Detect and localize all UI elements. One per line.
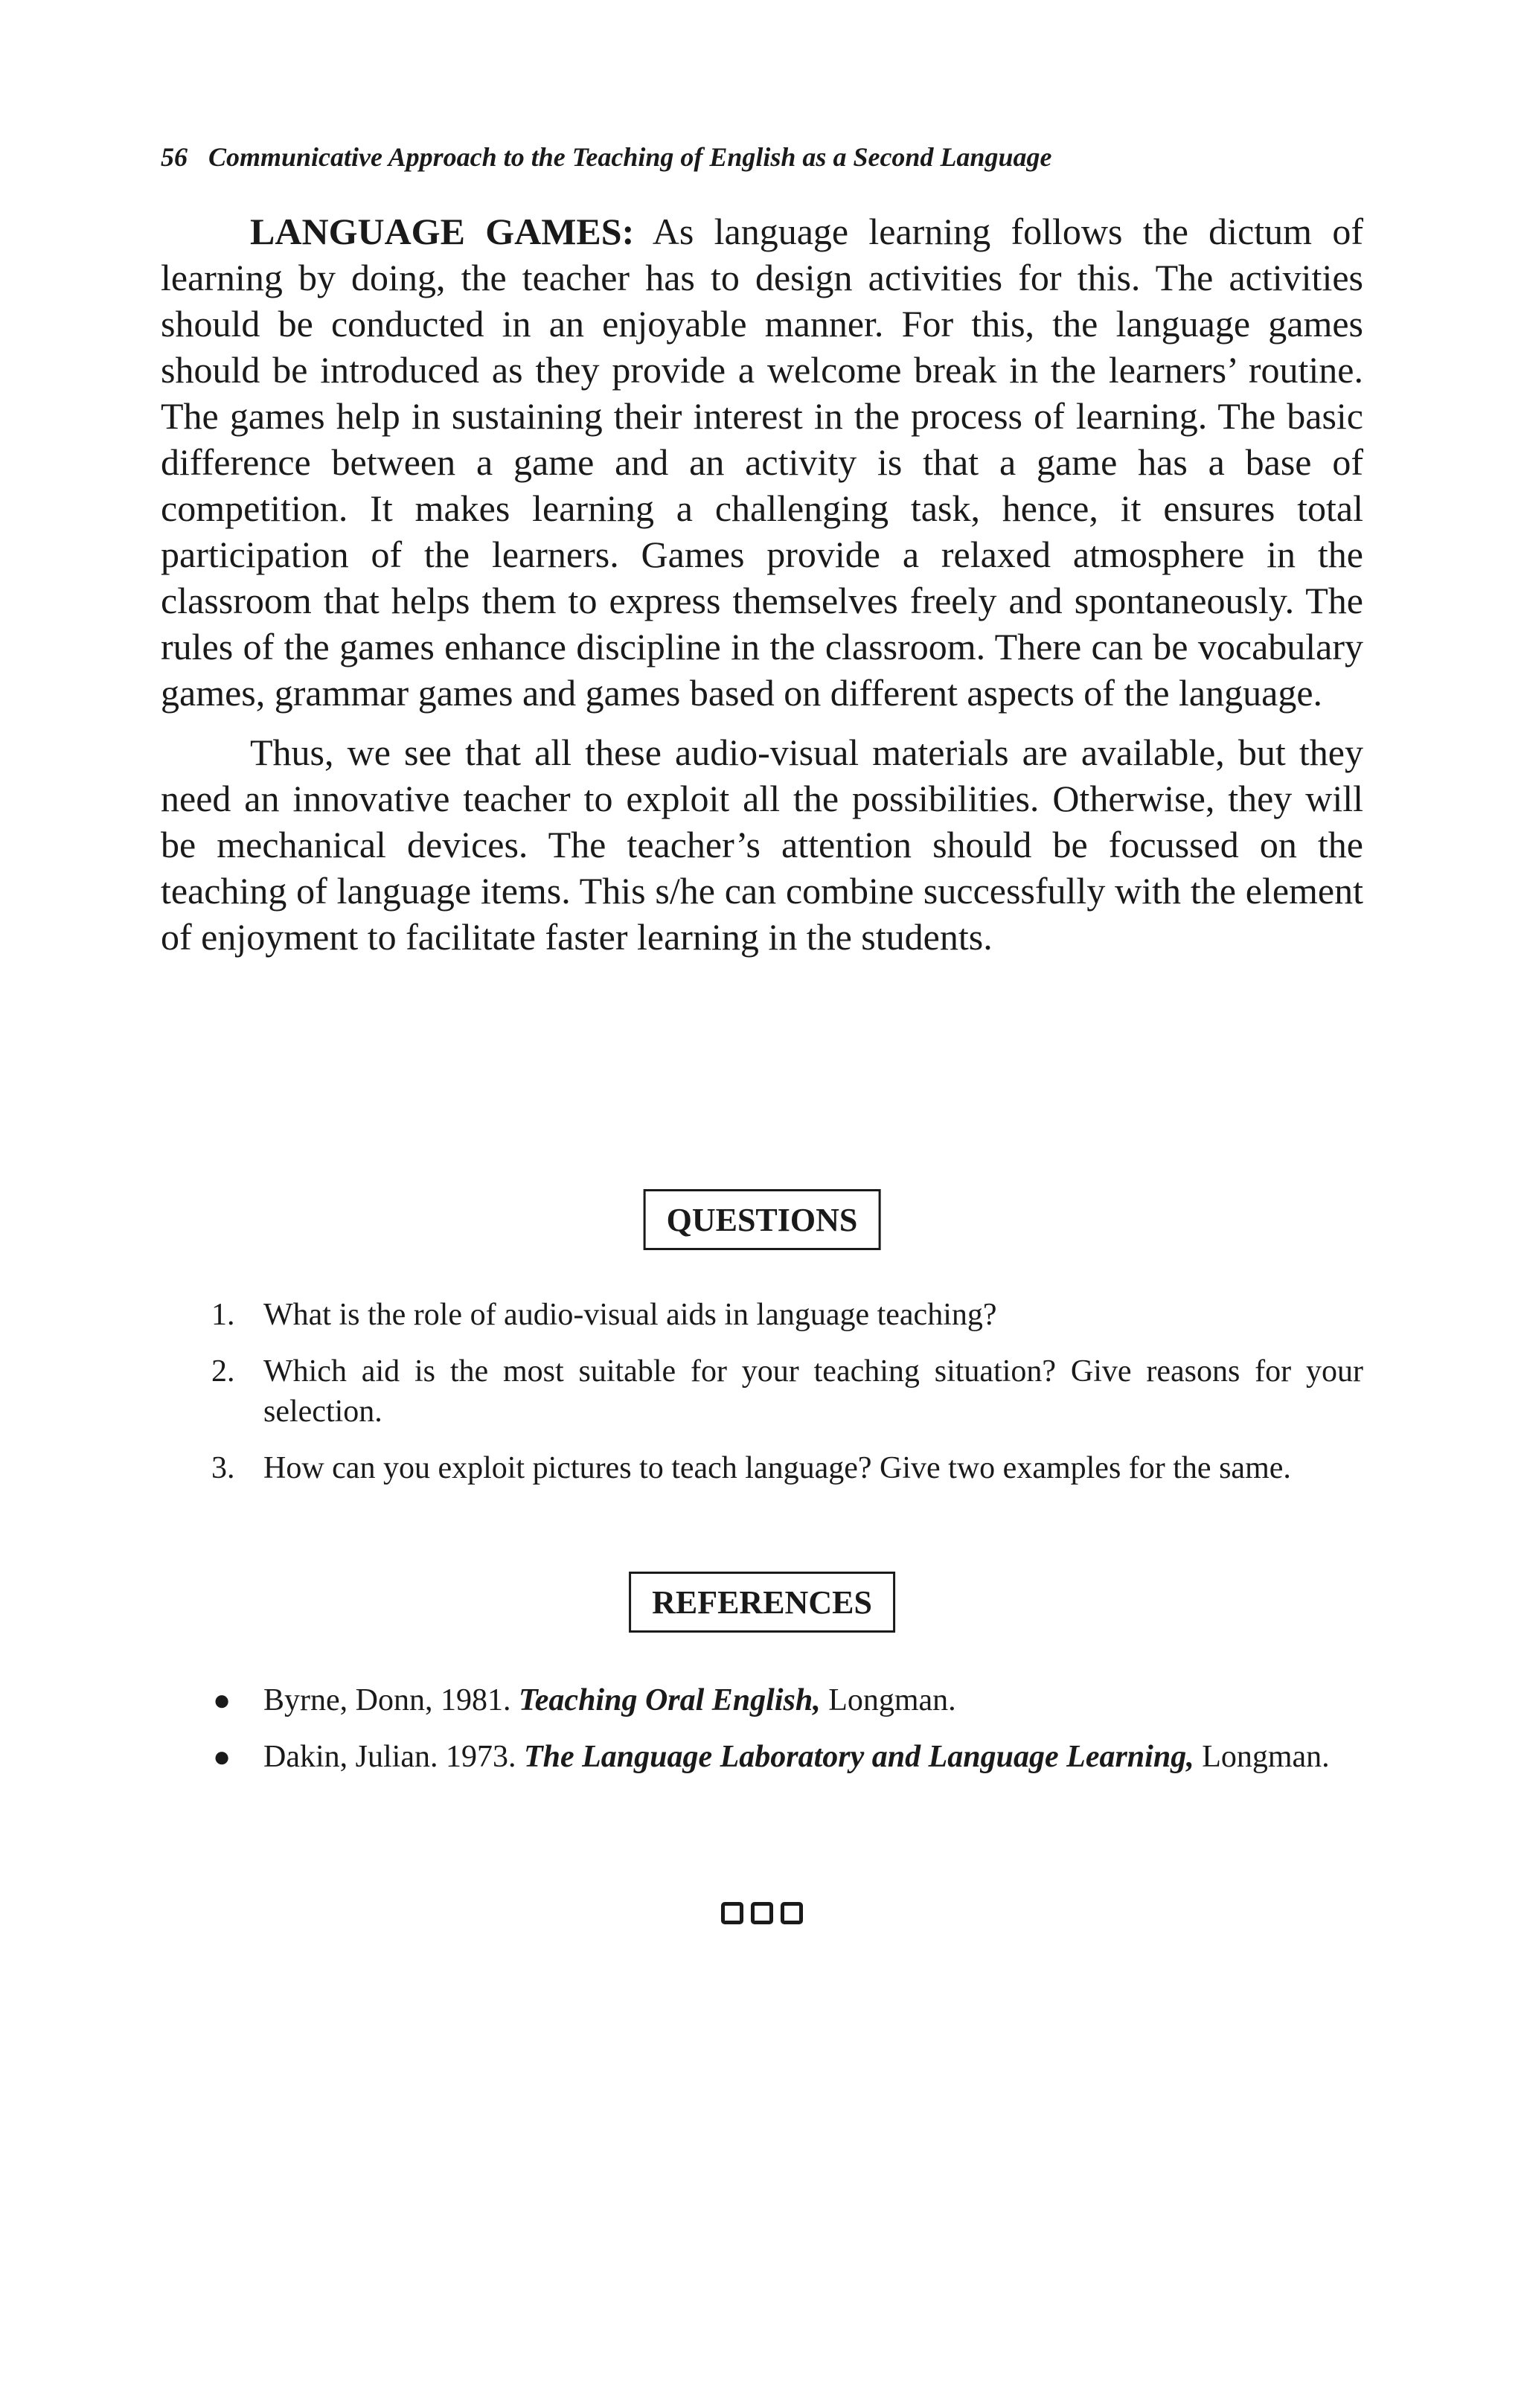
questions-list — [211, 1295, 1363, 1505]
square-icon — [751, 1902, 773, 1924]
paragraph-language-games — [161, 208, 1363, 716]
bullet-icon: ● — [213, 1740, 231, 1773]
reference-title: Teaching Oral English, — [518, 1683, 821, 1717]
question-text: How can you exploit pictures to teach language? Give two examples for the same. — [263, 1451, 1291, 1485]
bullet-icon: ● — [213, 1683, 231, 1717]
body-text — [161, 208, 1363, 973]
square-icon — [781, 1902, 803, 1924]
reference-publisher: Longman. — [820, 1683, 956, 1717]
question-text: Which aid is the most suitable for your teaching situation? Give reasons for your selection. — [263, 1354, 1363, 1429]
paragraph-1-text: As language learning follows the dictum of learning by doing, the teacher has to design activities for this. The activities should be conducted in an enjoyable manner. For this, the language games should be introduced as they provide a welcome break in the learners’ routine. The games help in sustaining their interest in the process of learning. The basic difference between a game and an activity is that a game has a base of competition. It makes learning a challenging task, hence, it ensures total participation of the learners. Games provide a relaxed atmosphere in the classroom that helps them to express themselves freely and spontaneously. The rules of the games enhance discipline in the classroom. There can be vocabulary games, grammar games and games based on different aspects of the language. — [161, 211, 1363, 714]
list-item — [211, 1448, 1363, 1488]
questions-heading: QUESTIONS — [644, 1189, 881, 1250]
list-item — [211, 1737, 1363, 1777]
running-head — [161, 141, 1363, 173]
square-icon — [721, 1902, 743, 1924]
reference-title: The Language Laboratory and Language Learning, — [523, 1740, 1194, 1774]
three-square-end-mark-icon — [721, 1902, 803, 1924]
reference-publisher: Longman. — [1194, 1740, 1330, 1774]
list-item — [211, 1680, 1363, 1720]
list-item — [211, 1295, 1363, 1335]
section-lead-heading: LANGUAGE GAMES: — [250, 211, 635, 252]
page-number: 56 — [161, 142, 188, 172]
running-head-title: Communicative Approach to the Teaching of English as a Second Language — [208, 142, 1052, 172]
question-text: What is the role of audio-visual aids in language teaching? — [263, 1298, 997, 1332]
list-item — [211, 1351, 1363, 1432]
references-list — [211, 1680, 1363, 1793]
question-number: 2. — [211, 1354, 235, 1389]
question-number: 1. — [211, 1298, 235, 1332]
reference-author: Byrne, Donn, 1981. — [263, 1683, 519, 1717]
reference-author: Dakin, Julian. 1973. — [263, 1740, 524, 1774]
question-number: 3. — [211, 1451, 235, 1485]
paragraph-2: Thus, we see that all these audio-visual materials are available, but they need an innovative teacher to exploit all the possibilities. Otherwise, they will be mechanical devices. The teacher’s attention should be focussed on the teaching of language items. This s/he can combine successfully with the element of enjoyment to facilitate faster learning in the students. — [161, 731, 1363, 958]
references-heading: REFERENCES — [629, 1572, 895, 1633]
